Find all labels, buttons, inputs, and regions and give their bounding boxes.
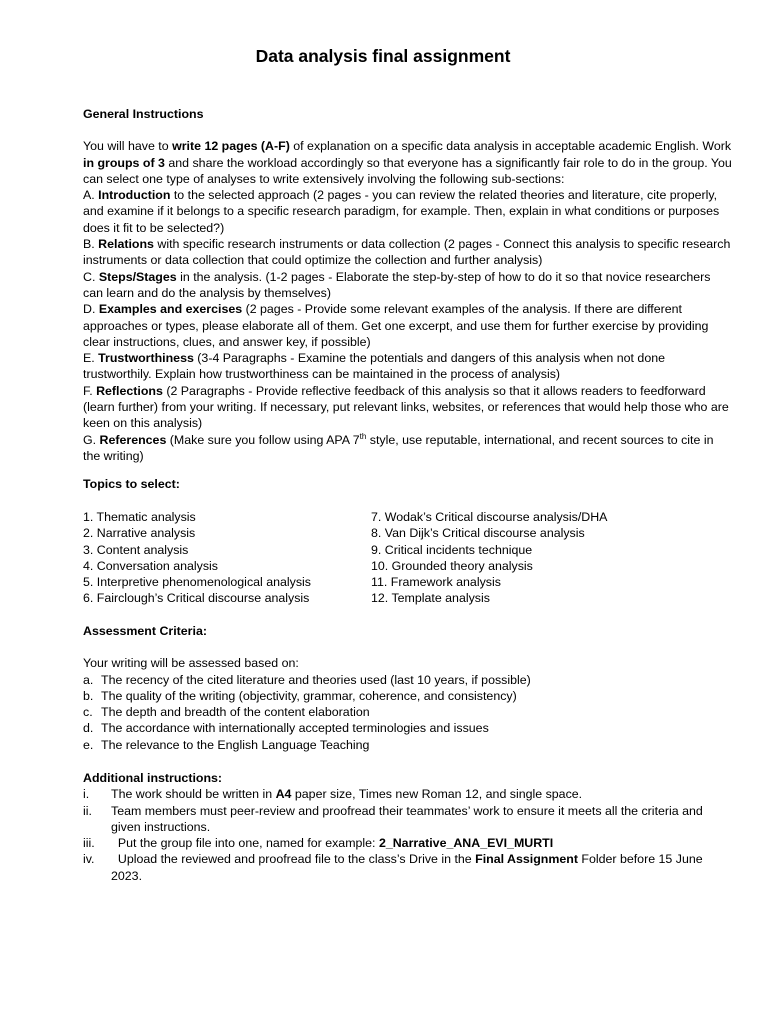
section-e [83, 350, 733, 383]
section-title: Introduction [98, 188, 171, 203]
list-marker: ii. [83, 803, 92, 818]
list-marker: b. [83, 688, 94, 703]
section-title: Reflections [96, 383, 163, 398]
section-text: in the analysis. (1-2 pages - Elaborate the step-by-step of how to do it so that novice researchers can learn and do the analysis by themselves) [83, 269, 711, 300]
additional-item-iv [83, 851, 733, 884]
general-intro-paragraph [83, 138, 733, 187]
section-text: to the selected approach (2 pages - you can review the related theories and literature, cite properly, and examine if it belongs to a specific research paradigm, for example. Then, explain in what conditions or purposes does it fit to be selected?) [83, 188, 720, 235]
additional-item-iii [83, 835, 733, 851]
intro-bold-1: write 12 pages (A-F) [172, 139, 290, 154]
section-prefix: D. [83, 302, 99, 317]
list-marker: d. [83, 721, 94, 736]
list-marker: e. [83, 737, 94, 752]
list-marker: iv. [83, 852, 95, 867]
topic-item: 4. Conversation analysis [83, 558, 218, 573]
additional-instructions-section [83, 770, 733, 884]
section-text: style, use reputable, international, and recent sources to cite in the writing) [83, 432, 714, 463]
intro-bold-2: in groups of 3 [83, 155, 165, 170]
topic-item: 9. Critical incidents technique [371, 542, 533, 557]
general-instructions-heading: General Instructions [83, 107, 204, 121]
criteria-item [83, 737, 733, 753]
section-title: Trustworthiness [98, 351, 194, 366]
superscript: th [359, 431, 367, 441]
item-text: Put the group file into one, named for example: [111, 836, 379, 851]
list-marker: i. [83, 787, 90, 802]
section-d [83, 301, 733, 350]
intro-text-2: of explanation on a specific data analysis in acceptable academic English. Work [289, 139, 732, 154]
assessment-heading: Assessment Criteria: [83, 624, 207, 638]
section-prefix: F. [83, 383, 97, 398]
topic-item: 5. Interpretive phenomenological analysis [83, 575, 311, 590]
section-a [83, 187, 733, 236]
item-bold: 2_Narrative_ANA_EVI_MURTI [378, 836, 554, 851]
topic-item: 8. Van Dijk’s Critical discourse analysis [371, 526, 585, 541]
topic-item: 3. Content analysis [83, 542, 189, 557]
additional-item-ii [83, 803, 733, 836]
topic-item: 6. Fairclough’s Critical discourse analysis [83, 591, 310, 606]
section-prefix: E. [83, 351, 99, 366]
topic-item: 12. Template analysis [371, 591, 490, 606]
section-title: Examples and exercises [98, 302, 243, 317]
intro-text-1: You will have to [83, 139, 173, 154]
list-marker: a. [83, 672, 94, 687]
section-prefix: G. [83, 432, 100, 447]
item-text: Upload the reviewed and proofread file to the class’s Drive in the [111, 852, 476, 867]
topic-item: 1. Thematic analysis [83, 510, 196, 524]
section-title: References [99, 432, 167, 447]
section-b [83, 236, 733, 269]
additional-heading: Additional instructions: [83, 771, 223, 785]
item-bold: Final Assignment [475, 852, 578, 867]
section-title: Relations [98, 237, 154, 252]
topic-item: 10. Grounded theory analysis [371, 558, 533, 573]
topics-left-column [83, 509, 311, 607]
criteria-text: The quality of the writing (objectivity, grammar, coherence, and consistency) [101, 688, 517, 703]
topic-item: 2. Narrative analysis [83, 526, 196, 541]
section-text: with specific research instruments or data collection (2 pages - Connect this analysis to specific research instruments or data collection that could optimize the collection and further analysis) [83, 237, 731, 268]
criteria-text: The relevance to the English Language Teaching [101, 737, 370, 752]
item-text: paper size, Times new Roman 12, and single space. [291, 787, 583, 802]
list-marker: c. [83, 705, 93, 720]
item-text: The work should be written in [111, 787, 276, 802]
section-g-references [83, 432, 733, 465]
section-text: (2 pages - Provide some relevant examples of the analysis. If there are different approaches or types, please elaborate all of them. Get one excerpt, and use them for further exercise by providing clear instructions, clues, and answer key, if possible) [83, 302, 709, 349]
section-prefix: B. [83, 237, 99, 252]
document-title: Data analysis final assignment [255, 46, 511, 66]
topic-item: 11. Framework analysis [371, 575, 501, 590]
list-marker: iii. [83, 836, 95, 851]
criteria-text: The recency of the cited literature and theories used (last 10 years, if possible) [101, 672, 531, 687]
criteria-item [83, 672, 733, 688]
section-text: (Make sure you follow using APA 7 [166, 432, 360, 447]
additional-item-i [83, 786, 733, 802]
assessment-section [83, 623, 733, 753]
section-prefix: C. [83, 269, 99, 284]
intro-text-3: and share the workload accordingly so that everyone has a significantly fair role to do in the group. You can select one type of analyses to write extensively involving the following sub-sections: [83, 155, 732, 186]
topics-heading-block [83, 476, 733, 492]
section-text: (2 Paragraphs - Provide reflective feedback of this analysis so that it allows readers to feedforward (learn further) from your writing. If necessary, put relevant links, websites, or references that would help those who are keen on this analysis) [83, 383, 729, 431]
criteria-item [83, 688, 733, 704]
topics-heading: Topics to select: [83, 477, 180, 491]
section-f [83, 383, 733, 432]
criteria-item [83, 704, 733, 720]
section-prefix: A. [83, 188, 99, 203]
section-title: Steps/Stages [98, 269, 177, 284]
topics-right-column [371, 509, 607, 607]
item-text: Team members must peer-review and proofread their teammates’ work to ensure it meets all the criteria and given instructions. [111, 803, 703, 834]
criteria-text: The depth and breadth of the content elaboration [101, 705, 370, 720]
item-bold: A4 [275, 787, 292, 802]
criteria-item [83, 720, 733, 736]
section-text: (3-4 Paragraphs - Examine the potentials and dangers of this analysis when not done trustworthily. Explain how trustworthiness can be maintained in the process of analysis) [83, 351, 665, 382]
assessment-intro: Your writing will be assessed based on: [83, 656, 299, 671]
criteria-text: The accordance with internationally accepted terminologies and issues [101, 721, 489, 736]
general-instructions-section [83, 106, 733, 464]
item-text: Folder before 15 June 2023. [111, 852, 703, 883]
section-c [83, 269, 733, 302]
topic-item: 7. Wodak’s Critical discourse analysis/DHA [371, 510, 608, 524]
